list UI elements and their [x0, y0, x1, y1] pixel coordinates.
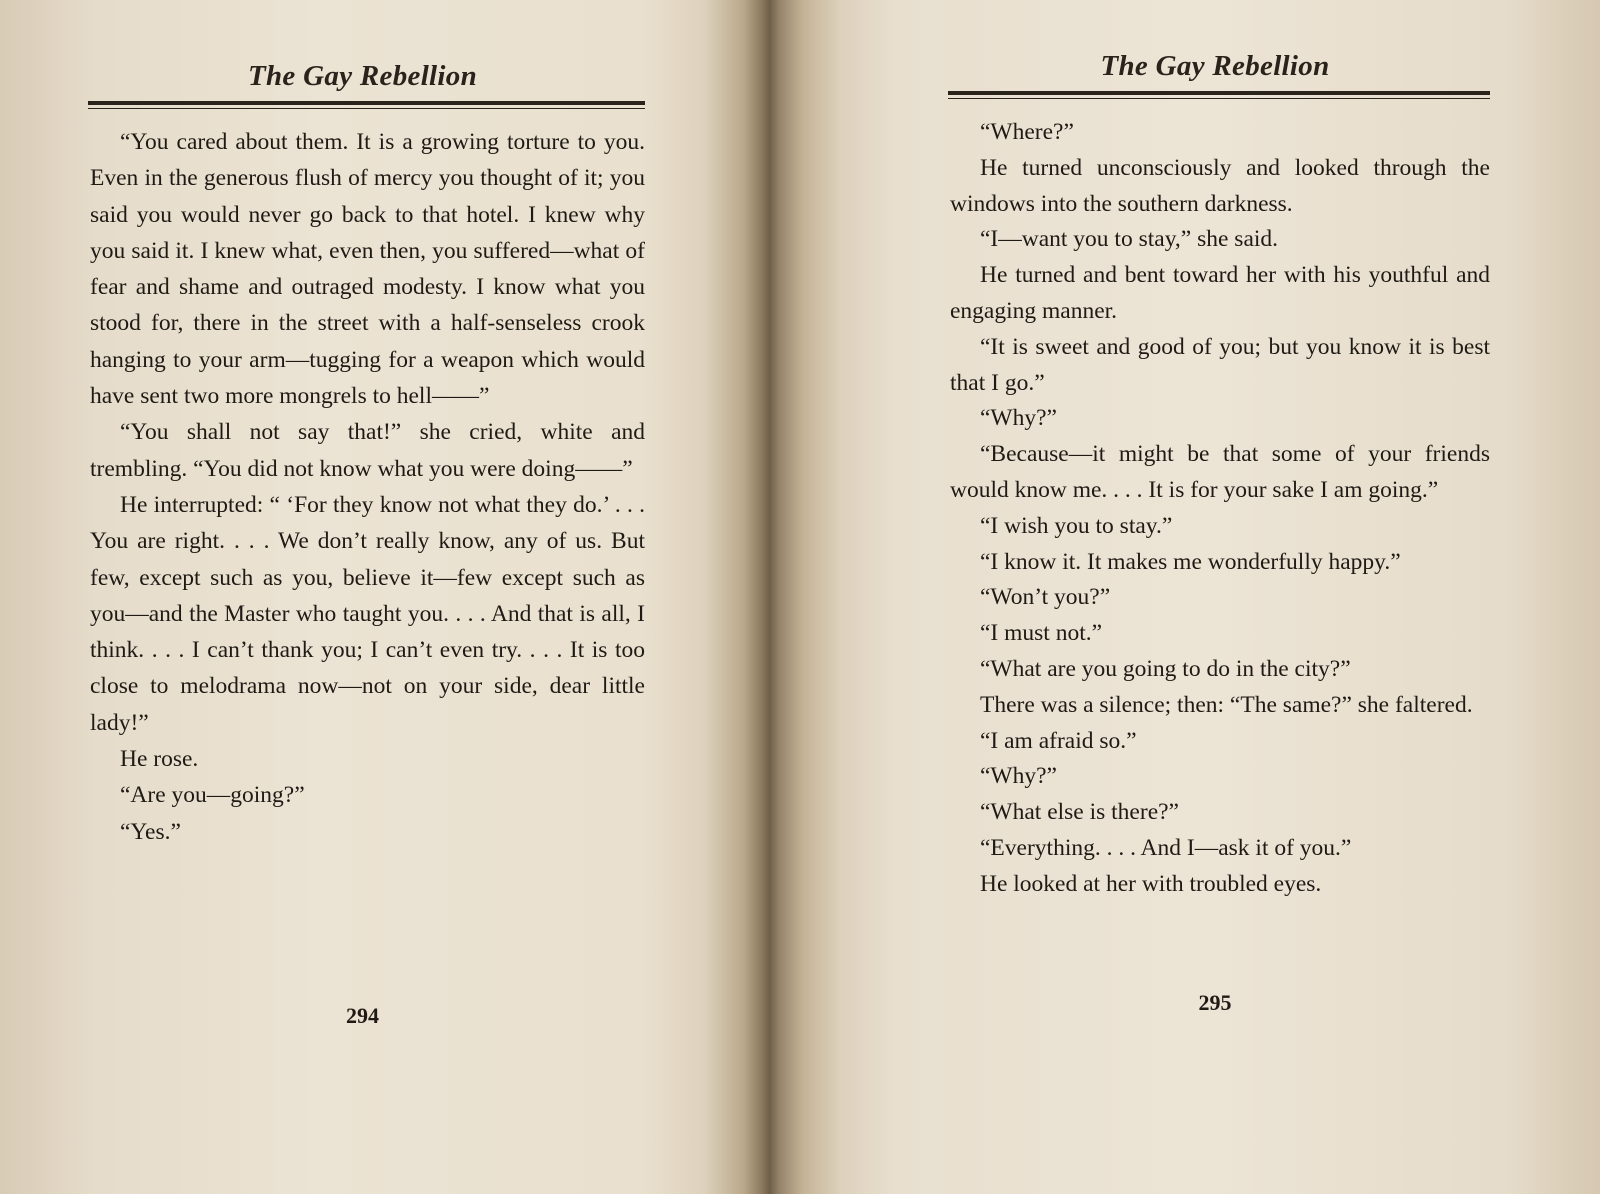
- header-rule: [948, 91, 1490, 99]
- paragraph: “I know it. It makes me wonderfully happy.”: [980, 548, 1401, 575]
- paragraph: There was a silence; then: “The same?” she faltered.: [980, 691, 1473, 718]
- running-head: The Gay Rebellion: [1100, 50, 1330, 82]
- running-head: The Gay Rebellion: [247, 60, 477, 92]
- header-rule-thin: [88, 108, 645, 109]
- paragraph: “I must not.”: [980, 620, 1103, 647]
- page-number: 294: [346, 1003, 379, 1028]
- paragraph: “Because—it might be that some of your friends would know me. . . . It is for your sake I am going.”: [950, 441, 1490, 503]
- paragraph: “I wish you to stay.”: [980, 512, 1173, 539]
- paragraph: “Why?”: [980, 763, 1057, 790]
- paragraph: He interrupted: “ ‘For they know not what they do.’ . . . You are right. . . . We don’t really know, any of us. But few, except such as you, believe it—few except such as you—and the Master who taught you. . . . And that is all, I think. . . . I can’t thank you; I can’t even try. . . . It is too close to melodrama now—not on your side, dear little lady!”: [90, 491, 645, 736]
- left-page: [80, 0, 645, 1194]
- header-rule: [88, 101, 645, 109]
- paragraph: “Yes.”: [120, 818, 181, 845]
- paragraph: “Everything. . . . And I—ask it of you.”: [980, 834, 1352, 861]
- paragraph: “I—want you to stay,” she said.: [980, 226, 1279, 253]
- page-body: [950, 115, 1490, 903]
- paragraph: “You cared about them. It is a growing torture to you. Even in the generous flush of mercy you thought of it; you said you would never go back to that hotel. I knew why you said it. I knew what, even then, you suffered—what of fear and shame and outraged modesty. I know what you stood for, there in the street with a half-senseless crook hanging to your arm—tugging for a weapon which would have sent two more mongrels to hell——”: [90, 129, 645, 410]
- paragraph: “What else is there?”: [980, 799, 1179, 826]
- paragraph: “Where?”: [980, 119, 1074, 145]
- paragraph: “What are you going to do in the city?”: [980, 655, 1351, 682]
- page-body: [90, 124, 645, 850]
- paragraph: “It is sweet and good of you; but you know it is best that I go.”: [950, 333, 1490, 396]
- right-page: [940, 0, 1490, 1194]
- header-rule-thin: [948, 98, 1490, 99]
- paragraph: “Why?”: [980, 405, 1057, 432]
- header-rule-thick: [948, 91, 1490, 95]
- paragraph: He looked at her with troubled eyes.: [980, 870, 1322, 897]
- paragraph: He rose.: [120, 746, 199, 773]
- paragraph: He turned unconsciously and looked through the windows into the southern darkness.: [950, 154, 1490, 217]
- paragraph: “I am afraid so.”: [980, 727, 1137, 754]
- paragraph: “Are you—going?”: [120, 782, 305, 809]
- page-number: 295: [1198, 990, 1232, 1015]
- paragraph: “Won’t you?”: [980, 584, 1111, 611]
- paragraph: He turned and bent toward her with his youthful and engaging manner.: [950, 262, 1490, 324]
- header-rule-thick: [88, 101, 645, 105]
- paragraph: “You shall not say that!” she cried, white and trembling. “You did not know what you were doing——”: [90, 419, 645, 482]
